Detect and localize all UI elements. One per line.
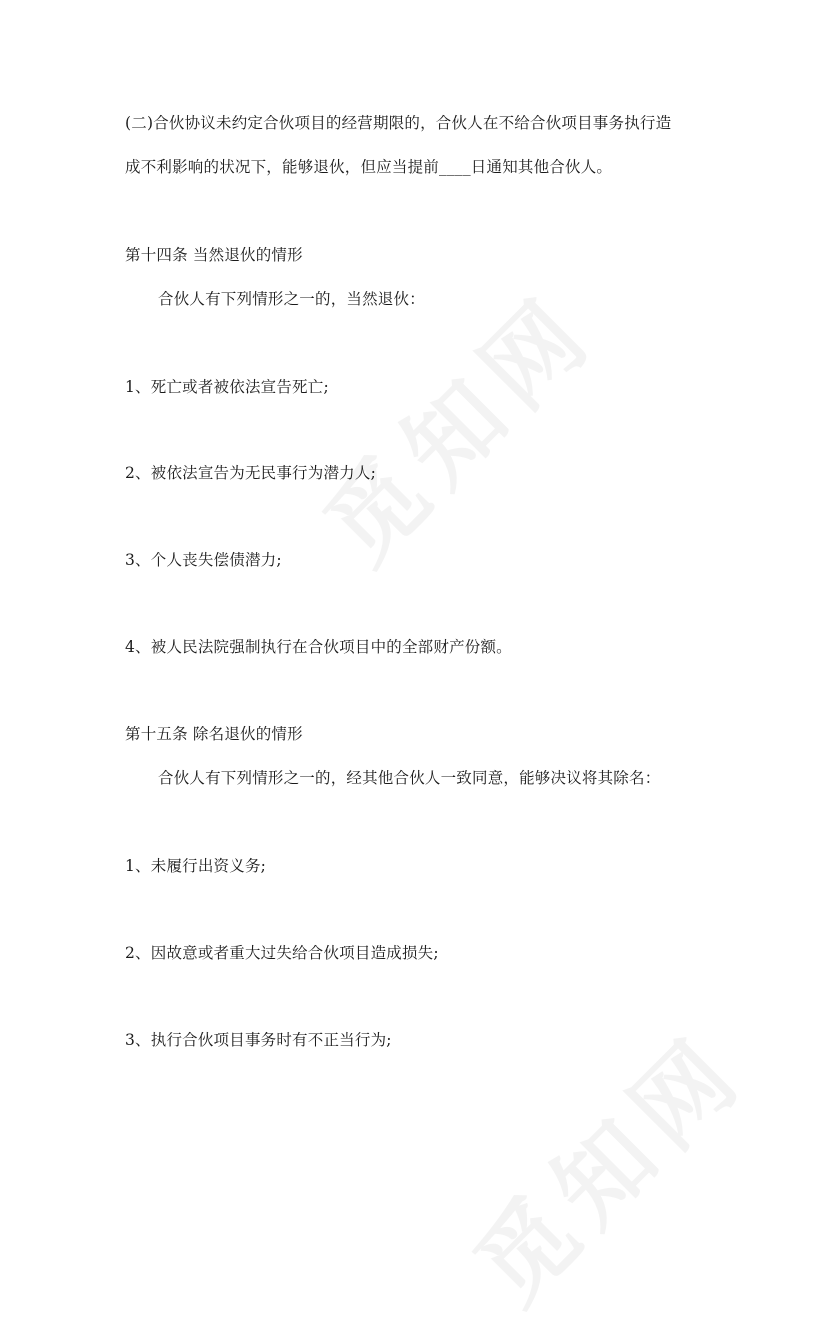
watermark-bottom: [440, 998, 770, 1328]
list-item: 1、死亡或者被依法宣告死亡;: [125, 378, 329, 396]
article-15-intro: 合伙人有下列情形之一的，经其他合伙人一致同意，能够决议将其除名：: [158, 769, 661, 787]
list-item: 3、执行合伙项目事务时有不正当行为;: [125, 1031, 392, 1049]
article-14-intro: 合伙人有下列情形之一的，当然退伙：: [158, 290, 425, 308]
paragraph-line: (二)合伙协议未约定合伙项目的经营期限的，合伙人在不给合伙项目事务执行造: [125, 114, 672, 132]
article-15-title: 第十五条 除名退伙的情形: [125, 725, 303, 743]
list-item: 2、被依法宣告为无民事行为潜力人;: [125, 464, 376, 482]
list-item: 2、因故意或者重大过失给合伙项目造成损失;: [125, 944, 439, 962]
list-item: 3、个人丧失偿债潜力;: [125, 551, 282, 569]
list-item: 1、未履行出资义务;: [125, 857, 267, 875]
article-14-title: 第十四条 当然退伙的情形: [125, 246, 303, 264]
paragraph-line: 成不利影响的状况下，能够退伙，但应当提前____日通知其他合伙人。: [125, 158, 613, 176]
list-item: 4、被人民法院强制执行在合伙项目中的全部财产份额。: [125, 638, 512, 656]
